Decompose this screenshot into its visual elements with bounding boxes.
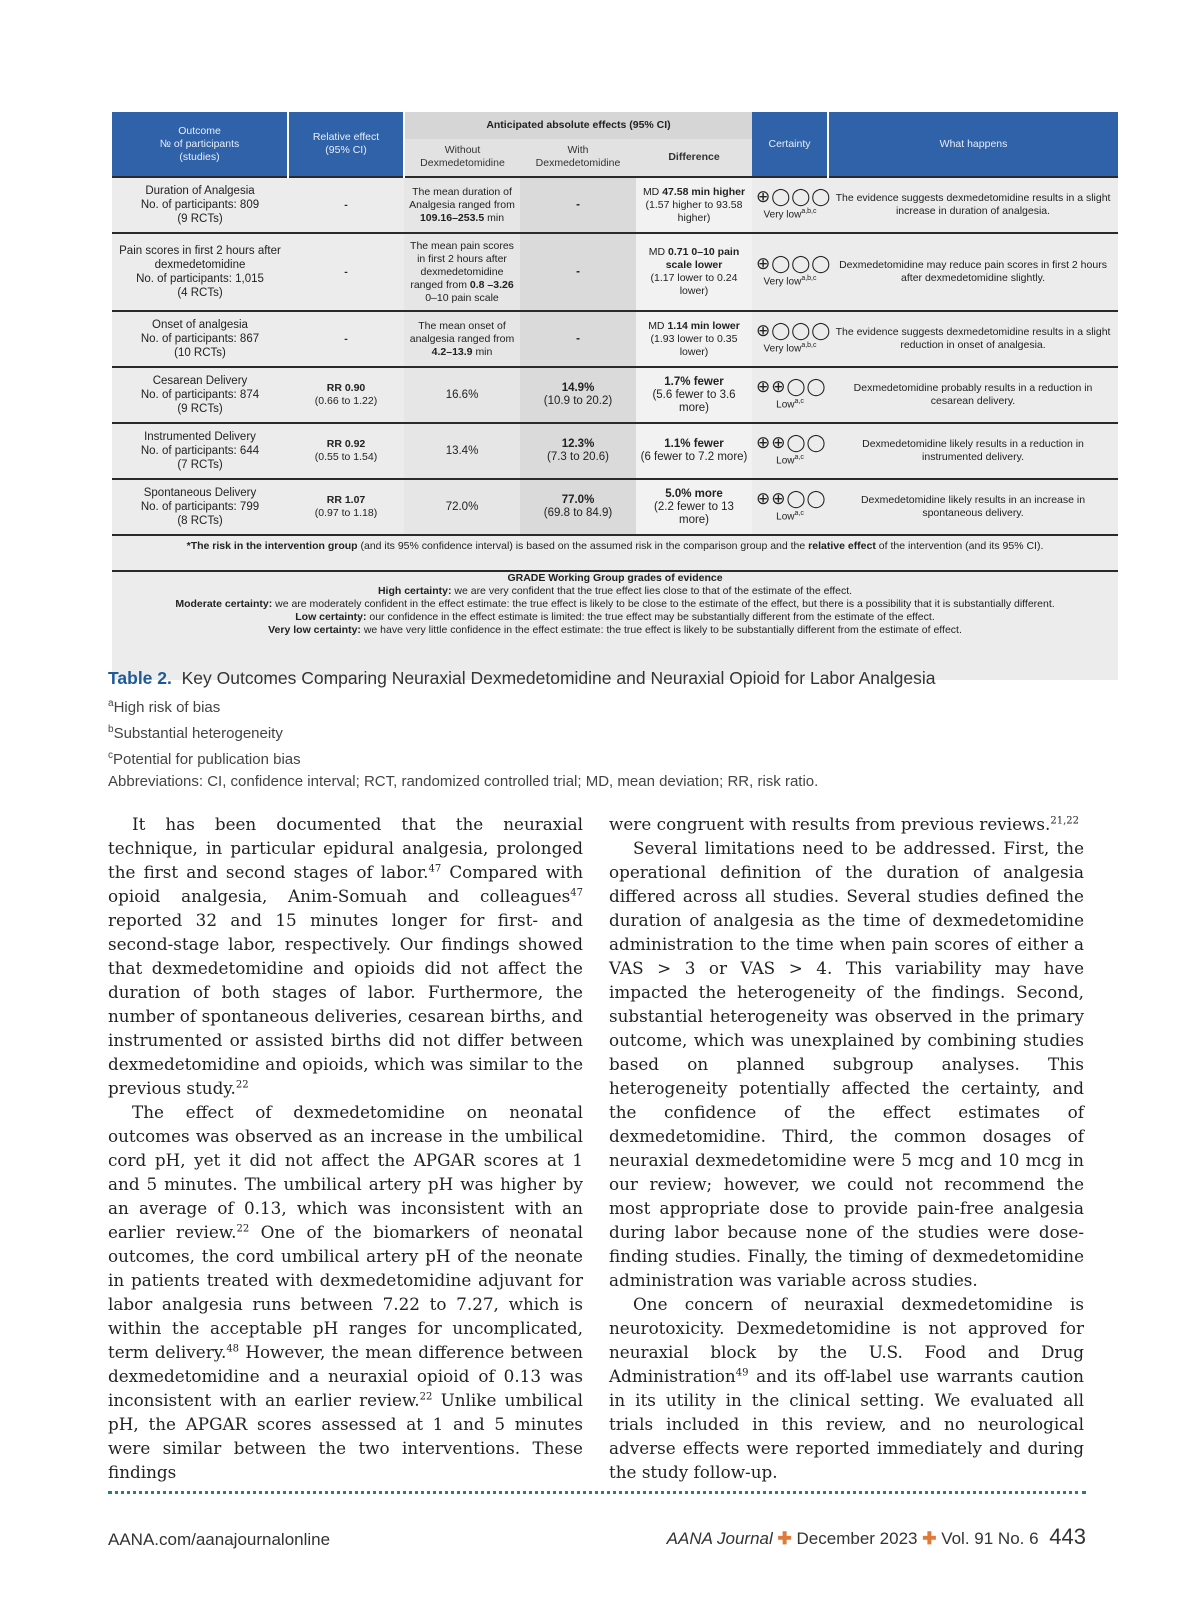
grade-item: Low certainty: our confidence in the effect estimate is limited: the true effect may be substantially different from the estimate of the effect. bbox=[295, 611, 935, 623]
cell-without: The mean onset of analgesia ranged from 4.2–13.9 min bbox=[404, 311, 520, 367]
page-number: 443 bbox=[1049, 1524, 1086, 1549]
citation-ref[interactable]: 22 bbox=[235, 1079, 249, 1091]
caption-label: Table 2. bbox=[108, 668, 172, 688]
citation-ref[interactable]: 22 bbox=[419, 1391, 433, 1403]
body-column-left bbox=[108, 812, 583, 1484]
cell-certainty: ⊕◯◯◯ Very low$^{a,b,c}$ bbox=[752, 177, 828, 233]
cell-certainty: ⊕◯◯◯ Very low$^{a,b,c}$ bbox=[752, 311, 828, 367]
cell-what-happens: Dexmedetomidine likely results in an increase in spontaneous delivery. bbox=[828, 479, 1118, 535]
cell-what-happens: Dexmedetomidine may reduce pain scores in first 2 hours after dexmedetomidine slightly. bbox=[828, 233, 1118, 311]
citation-ref[interactable]: 47 bbox=[428, 863, 442, 875]
grade-legend-title: GRADE Working Group grades of evidence bbox=[507, 572, 723, 584]
cell-relative-effect: - bbox=[288, 311, 404, 367]
footer-website[interactable]: AANA.com/aanajournalonline bbox=[108, 1530, 331, 1549]
body-paragraph: were congruent with results from previous reviews.$^{21,22}$ bbox=[609, 814, 1079, 834]
table-row bbox=[112, 233, 1118, 311]
cell-difference: MD 1.14 min lower (1.93 lower to 0.35 lower) bbox=[636, 311, 752, 367]
cell-with: 14.9% (10.9 to 20.2) bbox=[520, 367, 636, 423]
citation-ref[interactable]: 47 bbox=[570, 887, 583, 899]
body-column-right bbox=[609, 812, 1084, 1484]
certainty-rating-icon: ⊕⊕◯◯ bbox=[756, 377, 827, 397]
cell-difference: 1.7% fewer (5.6 fewer to 3.6 more) bbox=[636, 367, 752, 423]
footer-separator-icon: ✚ bbox=[777, 1529, 792, 1548]
cell-what-happens: The evidence suggests dexmedetomidine results in a slight reduction in onset of analgesia. bbox=[828, 311, 1118, 367]
cell-outcome: Pain scores in first 2 hours after dexmedetomidine No. of participants: 1,015 (4 RCTs) bbox=[112, 233, 288, 311]
cell-relative-effect: - bbox=[288, 233, 404, 311]
caption-title: Key Outcomes Comparing Neuraxial Dexmedetomidine and Neuraxial Opioid for Labor Analgesia bbox=[181, 668, 936, 688]
cell-with: 12.3% (7.3 to 20.6) bbox=[520, 423, 636, 479]
grade-item: High certainty: we are very confident that the true effect lies close to that of the estimate of the effect. bbox=[377, 585, 853, 597]
caption-note: $^c$Potential for publication bias bbox=[108, 750, 301, 768]
footer-volume: Vol. 91 No. 6 bbox=[941, 1529, 1039, 1548]
cell-relative-effect: RR 0.90 (0.66 to 1.22) bbox=[288, 367, 404, 423]
table-row bbox=[112, 177, 1118, 233]
header-without: Without Dexmedetomidine bbox=[404, 139, 520, 177]
cell-certainty: ⊕⊕◯◯ Low$^{a,c}$ bbox=[752, 423, 828, 479]
citation-ref[interactable]: 48 bbox=[226, 1343, 240, 1355]
footnote-bold-2: relative effect bbox=[808, 539, 876, 552]
table-row bbox=[112, 479, 1118, 535]
cell-with: 77.0% (69.8 to 84.9) bbox=[520, 479, 636, 535]
cell-outcome: Instrumented Delivery No. of participants: 644 (7 RCTs) bbox=[112, 423, 288, 479]
cell-without: The mean pain scores in first 2 hours after dexmedetomidine ranged from 0.8 –3.26 0–10 pain scale bbox=[404, 233, 520, 311]
grade-item: Moderate certainty: we are moderately confident in the effect estimate: the true effect is likely to be close to the estimate of the effect, but there is a possibility that it is substantially different. bbox=[175, 598, 1055, 610]
footer-separator-icon: ✚ bbox=[922, 1529, 937, 1548]
grade-table bbox=[112, 112, 1118, 637]
cell-difference: 5.0% more (2.2 fewer to 13 more) bbox=[636, 479, 752, 535]
grade-legend bbox=[112, 571, 1118, 637]
footer-divider bbox=[108, 1491, 1086, 1494]
header-difference: Difference bbox=[636, 139, 752, 177]
cell-with: - bbox=[520, 311, 636, 367]
table-row bbox=[112, 367, 1118, 423]
certainty-rating-icon: ⊕◯◯◯ bbox=[756, 187, 832, 207]
body-paragraph: Several limitations need to be addressed. First, the operational definition of the duration of analgesia differed across all studies. Several studies defined the duration of analgesia as the time of dexmedetomidine administration to the time when pain scores of either a VAS > 3 or VAS > 4. This variability may have impacted the heterogeneity of the findings. Second, substantial heterogeneity was observed in the primary outcome, which was unexplained by combining studies based on planned subgroup analyses. This heterogeneity potentially affected the certainty, and the confidence of the effect estimates of dexmedetomidine. Third, the common dosages of neuraxial dexmedetomidine were 5 mcg and 10 mcg in our review; however, we could not recommend the most appropriate dose to provide pain-free analgesia during labor because none of the studies were dose-finding studies. Finally, the timing of dexmedetomidine administration was variable across studies. bbox=[609, 838, 1084, 1290]
table-row bbox=[112, 423, 1118, 479]
cell-difference: 1.1% fewer (6 fewer to 7.2 more) bbox=[636, 423, 752, 479]
citation-ref[interactable]: 21,22 bbox=[1050, 815, 1079, 827]
footer-journal: AANA Journal bbox=[666, 1529, 773, 1548]
cell-with: - bbox=[520, 233, 636, 311]
certainty-rating-icon: ⊕⊕◯◯ bbox=[756, 433, 827, 453]
header-anticipated: Anticipated absolute effects (95% CI) bbox=[404, 112, 752, 139]
cell-what-happens: Dexmedetomidine likely results in a reduction in instrumented delivery. bbox=[828, 423, 1118, 479]
certainty-rating-icon: ⊕◯◯◯ bbox=[756, 254, 832, 274]
header-certainty: Certainty bbox=[752, 112, 828, 177]
caption-note: $^b$Substantial heterogeneity bbox=[108, 724, 283, 742]
body-paragraph: It has been documented that the neuraxial technique, in particular epidural analgesia, prolonged the first and second stages of labor.$^{47}$ Compared with opioid analgesia, Anim-Somuah and colleagues$^{47}$ reported 32 and 15 minutes longer for first- and second-stage labor, respectively. Our findings showed that dexmedetomidine and opioids did not affect the duration of both stages of labor. Furthermore, the number of spontaneous deliveries, cesarean births, and instrumented or assisted births did not differ between dexmedetomidine and opioids, which was similar to the previous study.$^{22}$ bbox=[108, 814, 583, 1098]
citation-ref[interactable]: 22 bbox=[236, 1223, 250, 1235]
caption-note: $^a$High risk of bias bbox=[108, 698, 221, 716]
header-relative-effect: Relative effect (95% CI) bbox=[288, 112, 404, 177]
table-body bbox=[112, 177, 1118, 535]
cell-relative-effect: RR 0.92 (0.55 to 1.54) bbox=[288, 423, 404, 479]
footnote-bold-1: *The risk in the intervention group bbox=[186, 539, 358, 552]
caption-abbreviations: Abbreviations: CI, confidence interval; RCT, randomized controlled trial; MD, mean deviation; RR, risk ratio. bbox=[108, 773, 819, 790]
header-outcome: Outcome № of participants (studies) bbox=[112, 112, 288, 177]
cell-without: 72.0% bbox=[404, 479, 520, 535]
header-what-happens: What happens bbox=[828, 112, 1118, 177]
certainty-rating-icon: ⊕⊕◯◯ bbox=[756, 489, 827, 509]
cell-certainty: ⊕⊕◯◯ Low$^{a,c}$ bbox=[752, 367, 828, 423]
table-figure bbox=[112, 112, 1118, 680]
cell-relative-effect: RR 1.07 (0.97 to 1.18) bbox=[288, 479, 404, 535]
header-with: With Dexmedetomidine bbox=[520, 139, 636, 177]
footnote-text-1: (and its 95% confidence interval) is based on the assumed risk in the comparison group and the bbox=[357, 539, 809, 552]
table-footnote bbox=[112, 535, 1118, 556]
cell-difference: MD 47.58 min higher (1.57 higher to 93.58 higher) bbox=[636, 177, 752, 233]
cell-without: 16.6% bbox=[404, 367, 520, 423]
footnote-text-2: of the intervention (and its 95% CI). bbox=[875, 539, 1044, 552]
citation-ref[interactable]: 49 bbox=[735, 1367, 749, 1379]
cell-with: - bbox=[520, 177, 636, 233]
cell-outcome: Spontaneous Delivery No. of participants: 799 (8 RCTs) bbox=[112, 479, 288, 535]
cell-outcome: Cesarean Delivery No. of participants: 874 (9 RCTs) bbox=[112, 367, 288, 423]
footer-citation bbox=[667, 1524, 1086, 1550]
cell-relative-effect: - bbox=[288, 177, 404, 233]
certainty-rating-icon: ⊕◯◯◯ bbox=[756, 321, 832, 341]
footer-date: December 2023 bbox=[796, 1529, 918, 1548]
cell-difference: MD 0.71 0–10 pain scale lower (1.17 lower to 0.24 lower) bbox=[636, 233, 752, 311]
cell-certainty: ⊕⊕◯◯ Low$^{a,c}$ bbox=[752, 479, 828, 535]
cell-what-happens: The evidence suggests dexmedetomidine results in a slight increase in duration of analgesia. bbox=[828, 177, 1118, 233]
grade-item: Very low certainty: we have very little confidence in the effect estimate: the true effect is likely to be substantially different from the estimate of effect. bbox=[268, 624, 962, 636]
cell-certainty: ⊕◯◯◯ Very low$^{a,b,c}$ bbox=[752, 233, 828, 311]
cell-without: The mean duration of Analgesia ranged from 109.16–253.5 min bbox=[404, 177, 520, 233]
body-paragraph: The effect of dexmedetomidine on neonatal outcomes was observed as an increase in the umbilical cord pH, yet it did not affect the APGAR scores at 1 and 5 minutes. The umbilical artery pH was higher by an average of 0.13, which was inconsistent with an earlier review.$^{22}$ One of the biomarkers of neonatal outcomes, the cord umbilical artery pH of the neonate in patients treated with dexmedetomidine adjuvant for labor analgesia runs between 7.22 to 7.27, which is within the acceptable pH ranges for uncomplicated, term delivery.$^{48}$ However, the mean difference between dexmedetomidine and a neuraxial opioid of 0.13 was inconsistent with an earlier review.$^{22}$ Unlike umbilical pH, the APGAR scores assessed at 1 and 5 minutes were similar between the two interventions. These findings bbox=[108, 1102, 583, 1482]
cell-without: 13.4% bbox=[404, 423, 520, 479]
cell-what-happens: Dexmedetomidine probably results in a reduction in cesarean delivery. bbox=[828, 367, 1118, 423]
table-row bbox=[112, 311, 1118, 367]
cell-outcome: Onset of analgesia No. of participants: 867 (10 RCTs) bbox=[112, 311, 288, 367]
body-paragraph: One concern of neuraxial dexmedetomidine is neurotoxicity. Dexmedetomidine is not approved for neuraxial block by the U.S. Food and Drug Administration$^{49}$ and its off-label use warrants caution in its utility in the clinical setting. We evaluated all trials included in this review, and no neurological adverse effects were reported immediately and during the study follow-up. bbox=[609, 1294, 1084, 1482]
table-caption bbox=[108, 668, 1108, 793]
cell-outcome: Duration of Analgesia No. of participants: 809 (9 RCTs) bbox=[112, 177, 288, 233]
